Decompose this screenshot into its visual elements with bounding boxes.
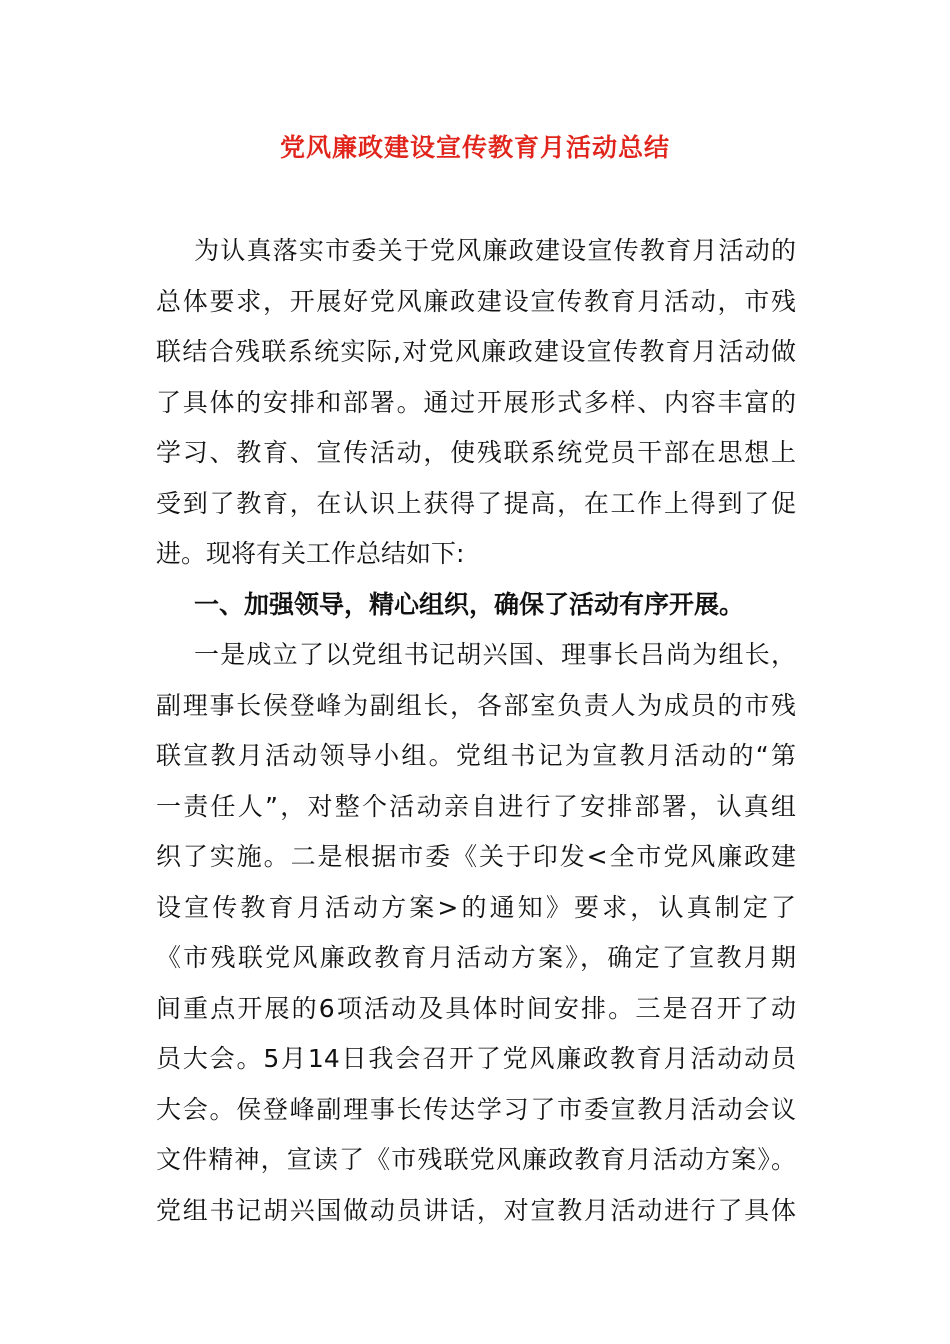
paragraph-line: 文件精神，宣读了《市残联党风廉政教育月活动方案》。	[156, 1145, 796, 1174]
paragraph-line: 大会。侯登峰副理事长传达学习了市委宣教月活动会议	[156, 1094, 796, 1124]
paragraph-line: 副理事长侯登峰为副组长，各部室负责人为成员的市残	[156, 690, 796, 720]
paragraph-line: 员大会。5月14日我会召开了党风廉政教育月活动动员	[156, 1044, 796, 1073]
paragraph-line: 一责任人”，对整个活动亲自进行了安排部署，认真组	[156, 791, 796, 821]
section-heading: 一、加强领导，精心组织，确保了活动有序开展。	[194, 589, 745, 619]
paragraph-line: 为认真落实市委关于党风廉政建设宣传教育月活动的	[194, 236, 796, 265]
paragraph-line: 设宣传教育月活动方案>的通知》要求，认真制定了	[156, 892, 796, 922]
document-body	[156, 226, 796, 1236]
paragraph-line: 一是成立了以党组书记胡兴国、理事长吕尚为组长，	[194, 640, 796, 669]
paragraph-line: 联宣教月活动领导小组。党组书记为宣教月活动的“第	[156, 741, 796, 770]
paragraph-line: 总体要求，开展好党风廉政建设宣传教育月活动，市残	[156, 286, 796, 316]
document-title: 党风廉政建设宣传教育月活动总结	[279, 133, 670, 162]
paragraph-line: 学习、教育、宣传活动，使残联系统党员干部在思想上	[156, 438, 796, 467]
paragraph-line: 受到了教育，在认识上获得了提高，在工作上得到了促	[156, 488, 796, 518]
paragraph-line: 间重点开展的6项活动及具体时间安排。三是召开了动	[156, 993, 796, 1023]
paragraph-line: 进。现将有关工作总结如下:	[156, 539, 465, 568]
paragraph-line: 联结合残联系统实际,对党风廉政建设宣传教育月活动做	[156, 337, 796, 366]
paragraph-line: 党组书记胡兴国做动员讲话，对宣教月活动进行了具体	[156, 1195, 796, 1225]
paragraph-line: 织了实施。二是根据市委《关于印发<全市党风廉政建	[156, 842, 796, 871]
paragraph-line: 《市残联党风廉政教育月活动方案》，确定了宣教月期	[156, 943, 796, 972]
paragraph-line: 了具体的安排和部署。通过开展形式多样、内容丰富的	[156, 387, 796, 417]
